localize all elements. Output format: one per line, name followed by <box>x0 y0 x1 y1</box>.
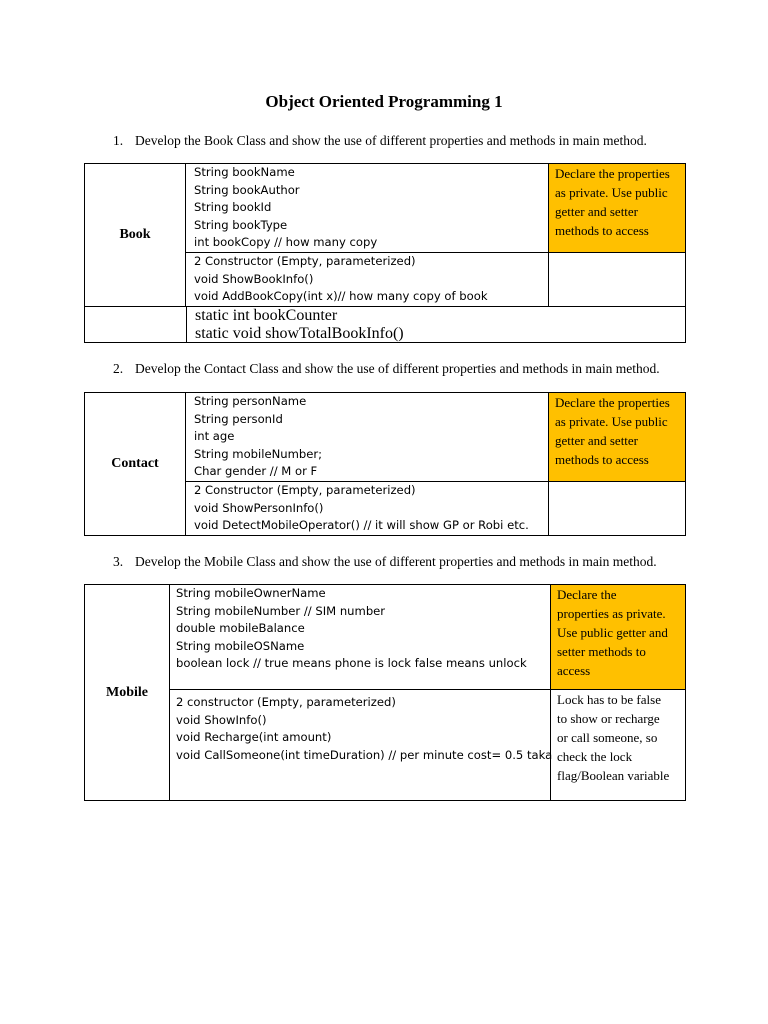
code-line: String bookId <box>194 200 272 215</box>
code-line: 2 Constructor (Empty, parameterized) <box>194 483 416 497</box>
note-cell-empty <box>549 482 686 536</box>
properties-cell <box>186 164 549 253</box>
note-line: setter methods to <box>557 644 646 659</box>
static-members-row <box>85 306 686 342</box>
table-row <box>85 585 686 690</box>
code-line: double mobileBalance <box>176 621 305 636</box>
properties-cell <box>170 585 551 690</box>
note-line: methods to access <box>555 452 649 467</box>
task-number: 2. <box>113 361 124 376</box>
code-line: void CallSomeone(int timeDuration) // per minute cost= 0.5 taka <box>176 747 553 762</box>
code-line: static int bookCounter <box>195 306 338 324</box>
task-1-instruction <box>113 133 647 149</box>
code-line: String mobileOwnerName <box>176 586 326 600</box>
note-line: access <box>557 663 591 678</box>
mobile-class-table <box>84 584 686 801</box>
code-line: String personId <box>194 411 283 426</box>
code-line: void Recharge(int amount) <box>176 730 332 745</box>
code-line: 2 Constructor (Empty, parameterized) <box>194 254 416 268</box>
code-line: String mobileOSName <box>176 638 305 653</box>
code-line: void ShowPersonInfo() <box>194 500 324 515</box>
code-line: boolean lock // true means phone is lock false means unlock <box>176 656 527 671</box>
table-row <box>85 164 686 253</box>
table-row <box>85 306 686 342</box>
code-line: String bookType <box>194 217 288 232</box>
note-cell-lock-rule <box>551 690 686 801</box>
methods-cell <box>186 482 549 536</box>
note-line: flag/Boolean variable <box>557 768 670 783</box>
table-row <box>85 690 686 801</box>
task-text: Develop the Mobile Class and show the use of different properties and methods in main method. <box>135 554 657 569</box>
contact-class-table <box>84 392 686 536</box>
task-text: Develop the Book Class and show the use of different properties and methods in main method. <box>135 133 647 148</box>
code-line: Char gender // M or F <box>194 464 318 479</box>
note-line: Declare the properties <box>555 395 670 410</box>
note-line: to show or recharge <box>557 711 660 726</box>
class-name-cell: Contact <box>85 393 186 536</box>
task-number: 1. <box>113 133 124 148</box>
note-line: properties as private. <box>557 606 666 621</box>
code-line: void DetectMobileOperator() // it will show GP or Robi etc. <box>194 518 529 533</box>
note-cell-highlighted <box>551 585 686 690</box>
note-line: Declare the properties <box>555 166 670 181</box>
note-line: or call someone, so <box>557 730 658 745</box>
methods-cell <box>186 253 549 307</box>
code-line: int age <box>194 429 235 444</box>
book-class-table <box>84 163 686 343</box>
note-line: check the lock <box>557 749 633 764</box>
task-text: Develop the Contact Class and show the use of different properties and methods in main method. <box>135 361 660 376</box>
note-line: as private. Use public <box>555 414 668 429</box>
note-cell-empty <box>549 253 686 307</box>
code-line: 2 constructor (Empty, parameterized) <box>176 695 396 709</box>
code-line: String mobileNumber; <box>194 446 323 461</box>
static-members-cell <box>186 307 685 342</box>
code-line: void AddBookCopy(int x)// how many copy of book <box>194 289 488 304</box>
class-name-cell: Mobile <box>85 585 170 801</box>
code-line: String bookName <box>194 165 295 179</box>
code-line: String personName <box>194 394 307 408</box>
note-line: methods to access <box>555 223 649 238</box>
class-name-cell: Book <box>85 164 186 307</box>
note-line: as private. Use public <box>555 185 668 200</box>
task-2-instruction <box>113 361 660 377</box>
code-line: void ShowBookInfo() <box>194 271 314 286</box>
code-line: String mobileNumber // SIM number <box>176 603 386 618</box>
note-line: Use public getter and <box>557 625 668 640</box>
code-line: int bookCopy // how many copy <box>194 235 378 250</box>
page-title: Object Oriented Programming 1 <box>265 92 503 111</box>
task-number: 3. <box>113 554 124 569</box>
properties-cell <box>186 393 549 482</box>
note-line: Lock has to be false <box>557 692 661 707</box>
table-row <box>85 393 686 482</box>
note-line: Declare the <box>557 587 617 602</box>
task-3-instruction <box>113 554 657 570</box>
note-line: getter and setter <box>555 204 639 219</box>
code-line: String bookAuthor <box>194 182 300 197</box>
code-line: void ShowInfo() <box>176 712 267 727</box>
note-cell-highlighted <box>549 393 686 482</box>
code-line: static void showTotalBookInfo() <box>195 324 404 342</box>
note-cell-highlighted <box>549 164 686 253</box>
methods-cell <box>170 690 551 801</box>
note-line: getter and setter <box>555 433 639 448</box>
